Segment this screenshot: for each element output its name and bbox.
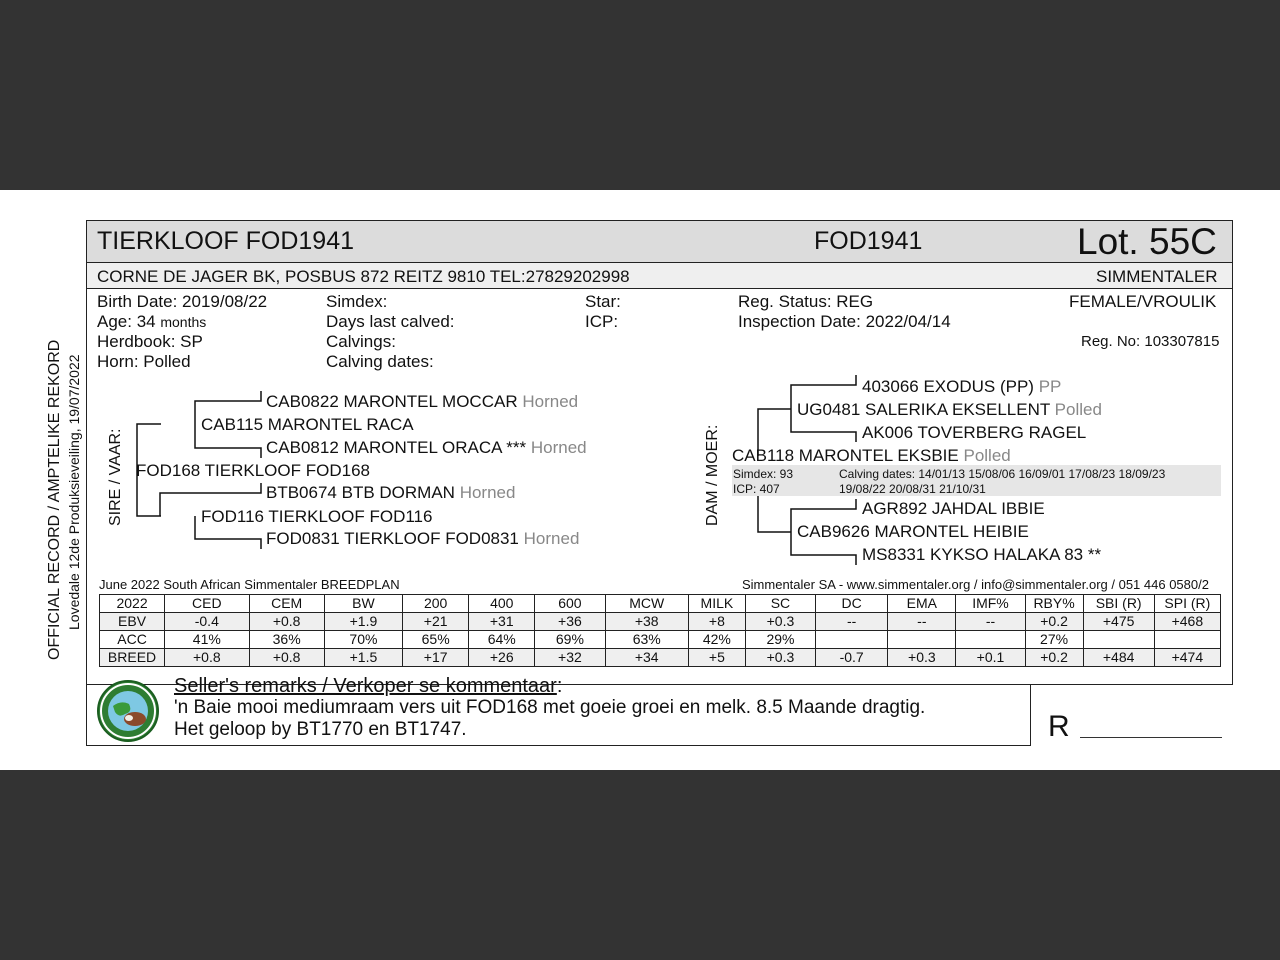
table-cell: 63%	[605, 631, 688, 649]
table-cell: 600	[535, 595, 605, 613]
dam-name	[732, 446, 1011, 466]
table-cell: 42%	[688, 631, 745, 649]
dam-icp: ICP: 407	[733, 482, 780, 496]
dam-name-text: CAB118 MARONTEL EKSBIE	[732, 446, 959, 465]
table-row-ebv	[100, 613, 1221, 631]
table-cell: +0.8	[249, 649, 324, 667]
calving-dates: Calving dates:	[326, 352, 434, 371]
breedplan-contact: Simmentaler SA - www.simmentaler.org / info@simmentaler.org / 051 446 0580/2	[742, 577, 1209, 592]
dam-sire-sire	[862, 377, 1061, 397]
table-cell: +0.8	[165, 649, 249, 667]
table-cell: +0.2	[1025, 613, 1083, 631]
table-cell: +475	[1083, 613, 1154, 631]
inspection-date: Inspection Date: 2022/04/14	[738, 312, 951, 331]
horn-tag: Horned	[523, 529, 580, 548]
table-cell: 64%	[469, 631, 535, 649]
horn-tag: Horned	[459, 483, 516, 502]
table-cell: +0.8	[249, 613, 324, 631]
table-cell: 27%	[1025, 631, 1083, 649]
simmentaler-logo-icon	[97, 680, 159, 742]
table-cell: -0.7	[816, 649, 888, 667]
sire-sire-dam-name: CAB0812 MARONTEL ORACA ***	[266, 438, 527, 457]
table-cell: 29%	[745, 631, 815, 649]
dam-sire-name: UG0481 SALERIKA EKSELLENT	[797, 400, 1050, 419]
remarks-line-1: 'n Baie mooi mediumraam vers uit FOD168 met goeie groei en melk. 8.5 Maande dragtig.	[174, 697, 926, 718]
table-cell: SBI (R)	[1083, 595, 1154, 613]
row-label: EBV	[100, 613, 165, 631]
horn-tag: Polled	[1054, 400, 1102, 419]
table-cell: +5	[688, 649, 745, 667]
table-cell: IMF%	[956, 595, 1025, 613]
sire-dam: FOD116 TIERKLOOF FOD116	[201, 507, 433, 526]
remarks-title	[174, 675, 562, 698]
dam-dam-dam: MS8331 KYKSO HALAKA 83 **	[862, 545, 1102, 564]
row-label: 2022	[100, 595, 165, 613]
table-cell: +484	[1083, 649, 1154, 667]
horn-tag: Polled	[963, 446, 1011, 465]
table-cell: +0.2	[1025, 649, 1083, 667]
sire-sire-sire	[266, 392, 578, 412]
table-cell: +0.3	[888, 649, 956, 667]
table-cell: +474	[1154, 649, 1220, 667]
table-cell: +36	[535, 613, 605, 631]
dam-simdex: Simdex: 93	[733, 467, 794, 481]
sire-label: SIRE / VAAR:	[107, 428, 124, 526]
herdbook: Herdbook: SP	[97, 332, 203, 351]
dam-sire-dam: AK006 TOVERBERG RAGEL	[862, 423, 1087, 442]
table-header-row	[100, 595, 1221, 613]
age-unit: months	[160, 314, 207, 330]
birth-date: Birth Date: 2019/08/22	[97, 292, 268, 311]
table-cell	[888, 631, 956, 649]
sire-dam-dam-name: FOD0831 TIERKLOOF FOD0831	[266, 529, 519, 548]
sex: FEMALE/VROULIK	[1069, 292, 1217, 311]
dam-dam: CAB9626 MARONTEL HEIBIE	[797, 522, 1029, 541]
owner-info: CORNE DE JAGER BK, POSBUS 872 REITZ 9810 TEL:27829202998	[97, 267, 630, 286]
row-label: ACC	[100, 631, 165, 649]
table-cell: 36%	[249, 631, 324, 649]
table-cell: EMA	[888, 595, 956, 613]
calvings: Calvings:	[326, 332, 396, 351]
horn-tag: Horned	[522, 392, 579, 411]
table-cell	[816, 631, 888, 649]
sale-label: Lovedale 12de Produksieveiling, 19/07/2022	[66, 354, 82, 630]
reg-status: Reg. Status: REG	[738, 292, 874, 311]
table-row-acc	[100, 631, 1221, 649]
table-cell: 400	[469, 595, 535, 613]
table-cell: +8	[688, 613, 745, 631]
reg-number: Reg. No: 103307815	[1081, 333, 1220, 350]
lot-number: Lot. 55C	[1077, 221, 1217, 262]
dam-calving-dates: Calving dates: 14/01/13 15/08/06 16/09/01 17/08/23 18/09/23	[839, 467, 1166, 481]
table-cell: +1.9	[324, 613, 402, 631]
table-cell: +32	[535, 649, 605, 667]
table-cell: +38	[605, 613, 688, 631]
breedplan-caption: June 2022 South African Simmentaler BREEDPLAN	[99, 577, 400, 592]
table-cell: BW	[324, 595, 402, 613]
table-cell: +0.3	[745, 613, 815, 631]
age-value: Age: 34	[97, 312, 156, 331]
sire-name: FOD168 TIERKLOOF FOD168	[136, 461, 370, 480]
table-cell: +31	[469, 613, 535, 631]
table-cell: 41%	[165, 631, 249, 649]
table-cell: 69%	[535, 631, 605, 649]
star-label: Star:	[585, 292, 621, 311]
sire-dam-sire-name: BTB0674 BTB DORMAN	[266, 483, 455, 502]
dam-calving-dates-cont: 19/08/22 20/08/31 21/10/31	[839, 482, 986, 496]
dam-sire	[797, 400, 1102, 420]
row-label: BREED	[100, 649, 165, 667]
horn-status: Horn: Polled	[97, 352, 191, 371]
table-cell: MCW	[605, 595, 688, 613]
sire-sire: CAB115 MARONTEL RACA	[201, 415, 414, 434]
table-row-breed	[100, 649, 1221, 667]
animal-name: TIERKLOOF FOD1941	[97, 227, 355, 255]
remarks-title-text: Seller's remarks / Verkoper se kommentaar	[174, 675, 557, 697]
table-cell: +0.1	[956, 649, 1025, 667]
table-cell: CEM	[249, 595, 324, 613]
table-cell: SC	[745, 595, 815, 613]
table-cell: 200	[403, 595, 469, 613]
dam-dam-sire: AGR892 JAHDAL IBBIE	[862, 499, 1045, 518]
days-last-calved: Days last calved:	[326, 312, 455, 331]
horn-tag: Horned	[530, 438, 587, 457]
price-input-line[interactable]	[1080, 737, 1222, 738]
table-cell	[1154, 631, 1220, 649]
official-record-label: OFFICIAL RECORD / AMPTELIKE REKORD	[46, 339, 63, 660]
table-cell: +34	[605, 649, 688, 667]
table-cell: MILK	[688, 595, 745, 613]
breed-name: SIMMENTALER	[1096, 267, 1218, 286]
sire-sire-sire-name: CAB0822 MARONTEL MOCCAR	[266, 392, 518, 411]
table-cell: +26	[469, 649, 535, 667]
simdex-label: Simdex:	[326, 292, 388, 311]
horn-tag: PP	[1038, 377, 1062, 396]
table-cell: --	[888, 613, 956, 631]
table-cell: +21	[403, 613, 469, 631]
breedplan-table	[99, 594, 1221, 667]
animal-id: FOD1941	[814, 227, 923, 255]
table-cell: RBY%	[1025, 595, 1083, 613]
table-cell: 65%	[403, 631, 469, 649]
table-cell: --	[956, 613, 1025, 631]
table-cell: CED	[165, 595, 249, 613]
icp-label: ICP:	[585, 312, 619, 331]
table-cell: --	[816, 613, 888, 631]
dam-sire-sire-name: 403066 EXODUS (PP)	[862, 377, 1034, 396]
remarks-colon: :	[556, 675, 563, 697]
sire-dam-dam	[266, 529, 579, 549]
table-cell	[1083, 631, 1154, 649]
table-cell: SPI (R)	[1154, 595, 1220, 613]
table-cell: +17	[403, 649, 469, 667]
table-cell	[956, 631, 1025, 649]
table-cell: DC	[816, 595, 888, 613]
table-cell: +0.3	[745, 649, 815, 667]
price-prefix: R	[1048, 710, 1070, 743]
dam-label: DAM / MOER:	[704, 424, 721, 526]
table-cell: +1.5	[324, 649, 402, 667]
sire-dam-sire	[266, 483, 515, 503]
table-cell: -0.4	[165, 613, 249, 631]
table-cell: 70%	[324, 631, 402, 649]
remarks-line-2: Het geloop by BT1770 en BT1747.	[174, 719, 467, 740]
sire-sire-dam	[266, 438, 587, 458]
table-cell: +468	[1154, 613, 1220, 631]
